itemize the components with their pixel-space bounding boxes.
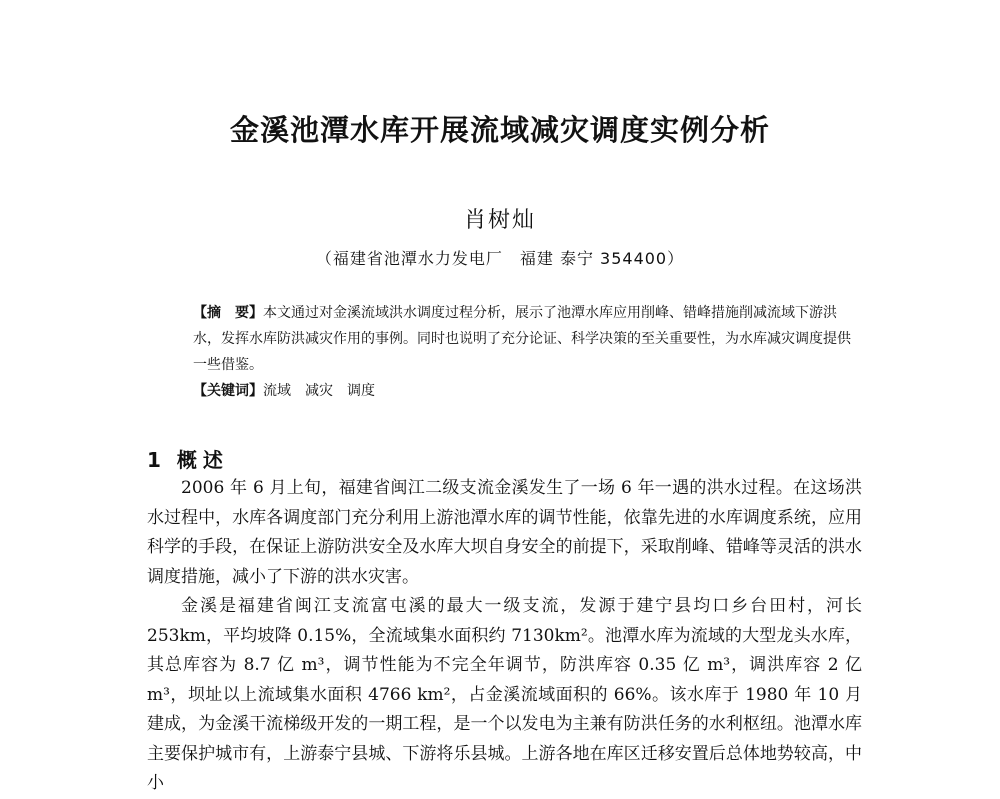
section-number: 1	[147, 448, 161, 472]
abstract	[193, 300, 863, 378]
section-heading	[147, 444, 229, 473]
author-affiliation: （福建省池潭水力发电厂 福建 泰宁 354400）	[315, 249, 685, 268]
section-title: 概述	[176, 448, 229, 472]
body-paragraph: 2006 年 6 月上旬，福建省闽江二级支流金溪发生了一场 6 年一遇的洪水过程。在这场洪水过程中，水库各调度部门充分利用上游池潭水库的调节性能，依靠先进的水库调度系统，应用科学的手段，在保证上游防洪安全及水库大坝自身安全的前提下，采取削峰、错峰等灵活的洪水调度措施，减小了下游的洪水灾害。	[147, 478, 862, 587]
keywords	[193, 378, 863, 404]
paper-title: 金溪池潭水库开展流域减灾调度实例分析	[229, 113, 770, 147]
abstract-text: 本文通过对金溪流域洪水调度过程分析，展示了池潭水库应用削峰、错峰措施削减流域下游洪水，发挥水库防洪减灾作用的事例。同时也说明了充分论证、科学决策的至关重要性，为水库减灾调度提供一些借鉴。	[193, 305, 851, 373]
body-paragraph: 金溪是福建省闽江支流富屯溪的最大一级支流，发源于建宁县均口乡台田村，河长 253km，平均坡降 0.15%，全流域集水面积约 7130km²。池潭水库为流域的大型龙头水库，其总库容为 8.7 亿 m³，调节性能为不完全年调节，防洪库容 0.35 亿 m³，调洪库容 2 亿 m³，坝址以上流域集水面积 4766 km²，占金溪流域面积的 66%。该水库于 1980 年 10 月建成，为金溪干流梯级开发的一期工程，是一个以发电为主兼有防洪任务的水利枢纽。池潭水库主要保护城市有，上游泰宁县城、下游将乐县城。上游各地在库区迁移安置后总体地势较高，中小	[147, 596, 862, 793]
abstract-block	[193, 300, 863, 404]
abstract-label: 【摘 要】	[193, 305, 263, 321]
keywords-text: 流域 减灾 调度	[263, 383, 375, 399]
author-name: 肖树灿	[463, 208, 536, 233]
keywords-label: 【关键词】	[193, 383, 263, 399]
section-body	[147, 474, 862, 799]
